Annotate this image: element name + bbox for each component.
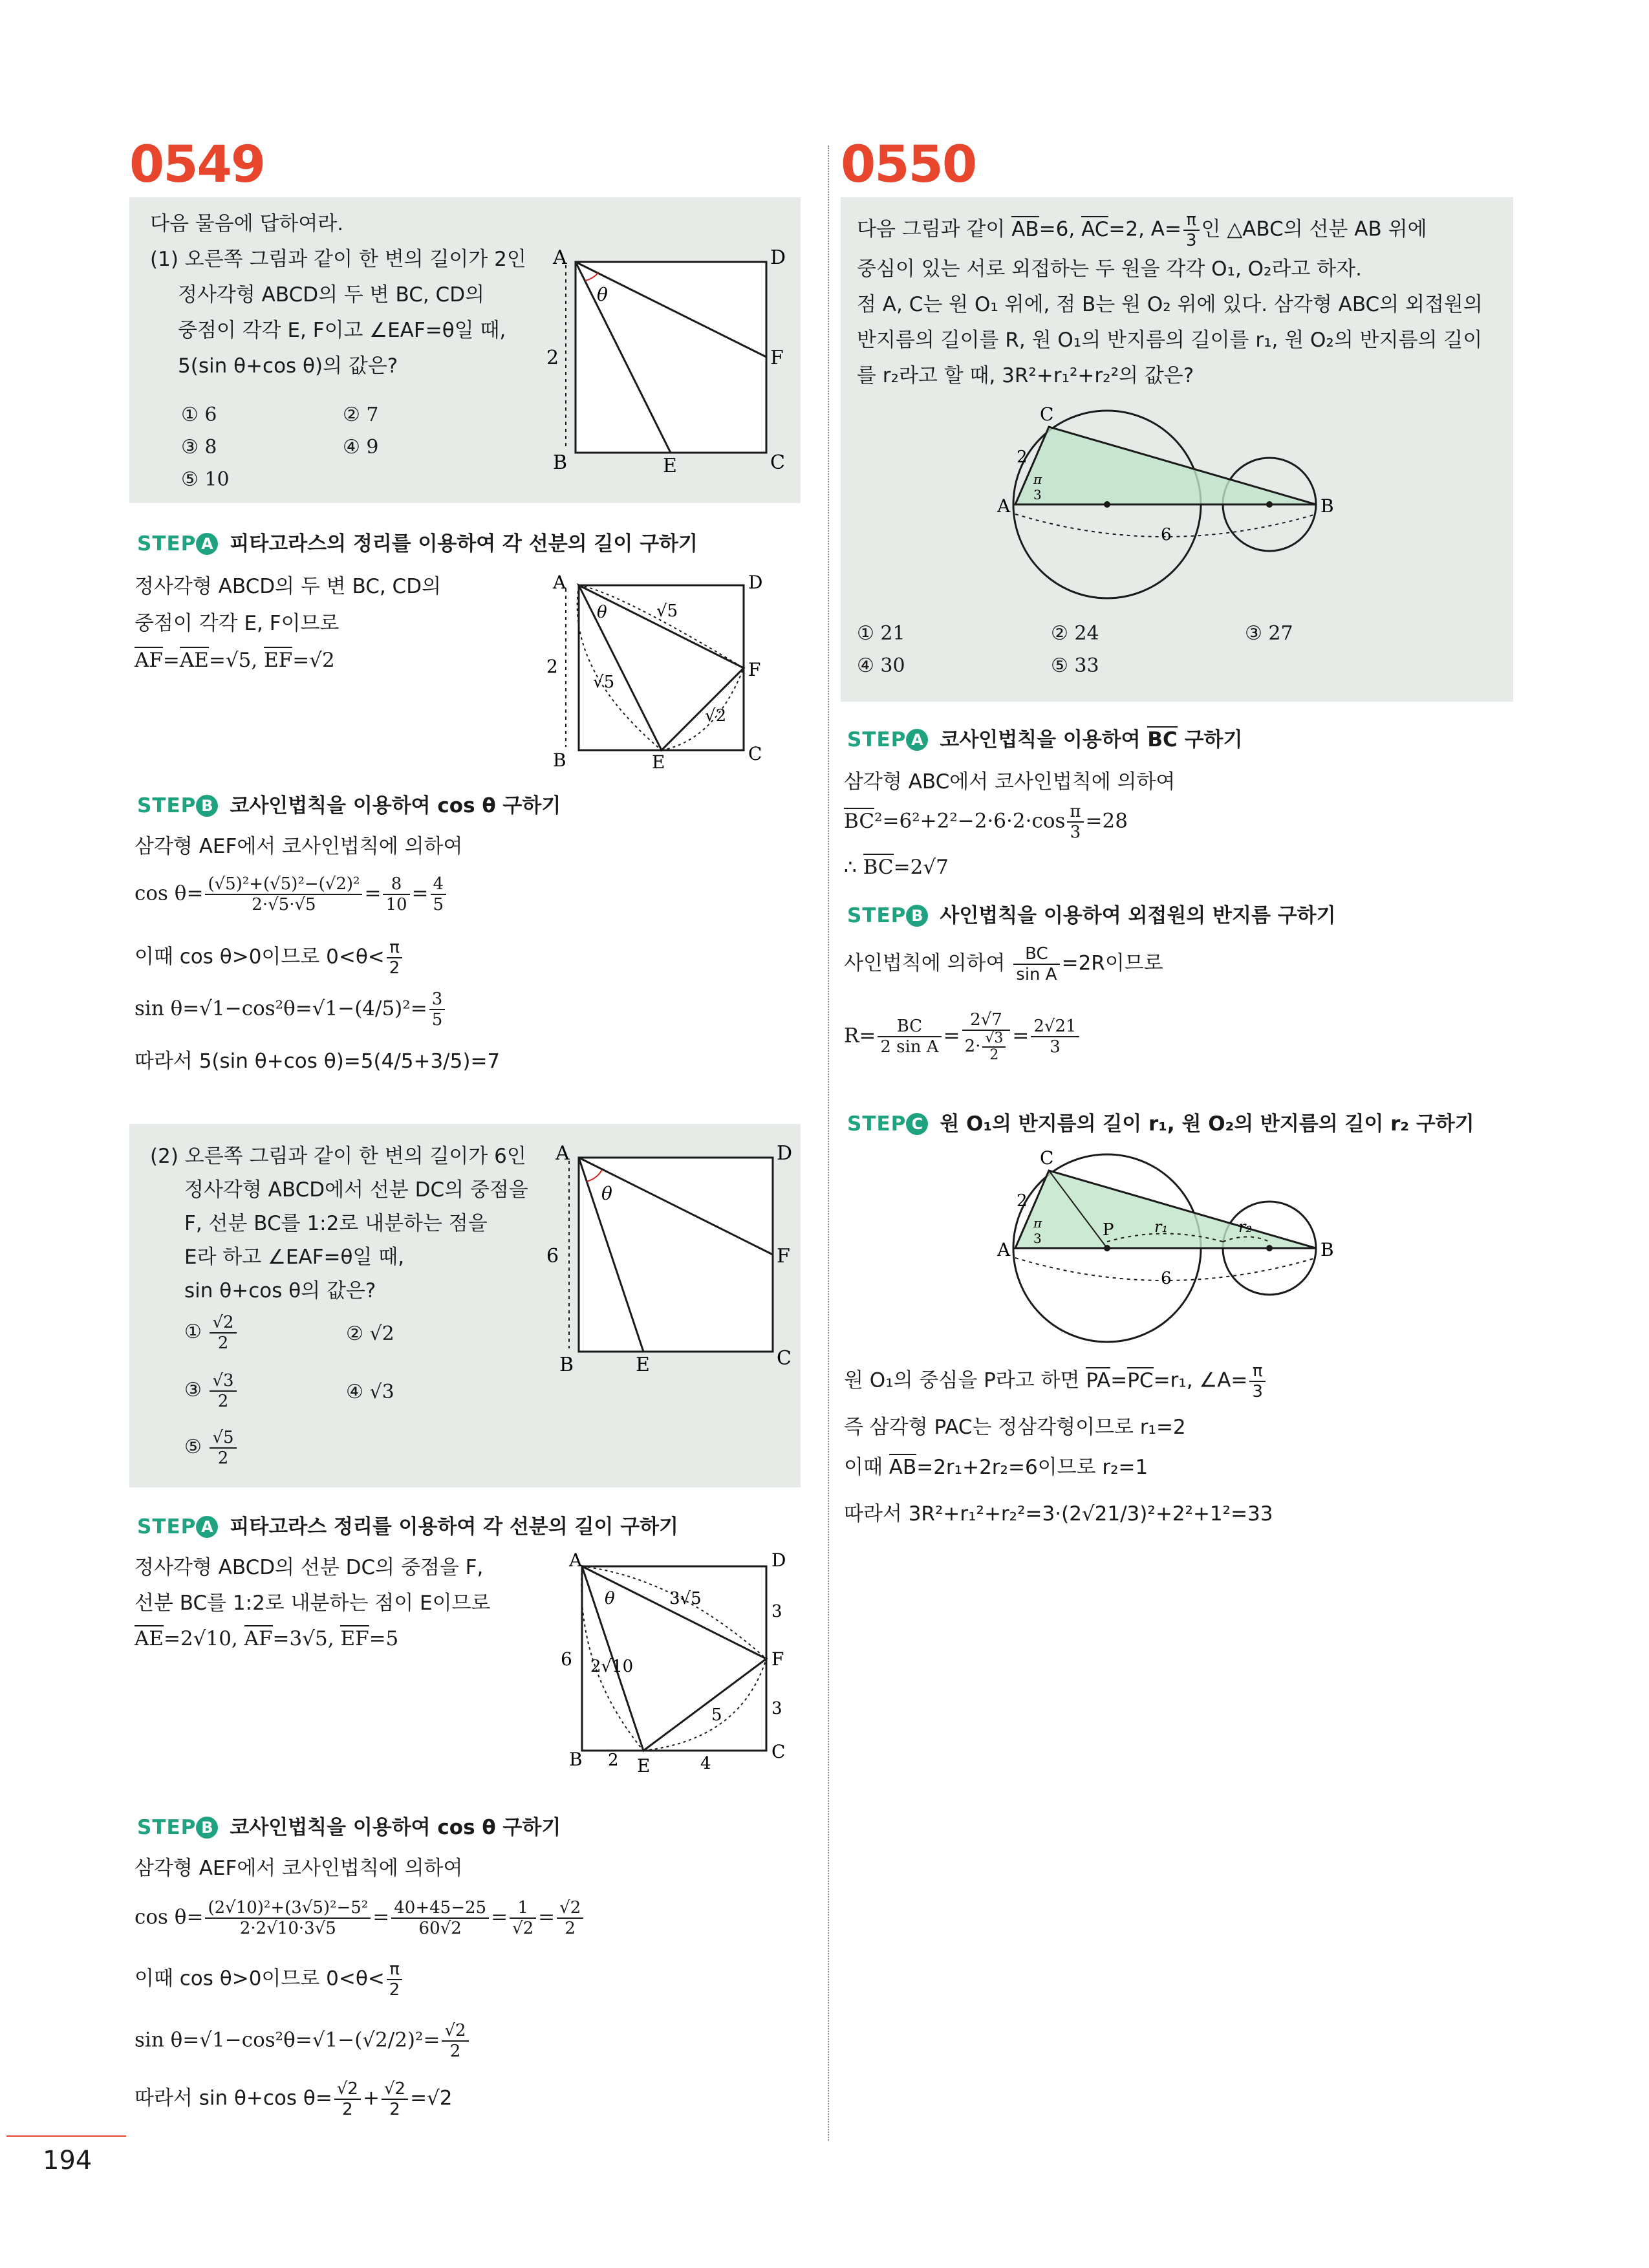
q0550-line-5: 를 r₂라고 할 때, 3R²+r₁²+r₂²의 값은?	[857, 364, 1194, 387]
step-title: 피타고라스 정리를 이용하여 각 선분의 길이 구하기	[230, 1515, 678, 1539]
q1-line-1: (1) 오른쪽 그림과 같이 한 변의 길이가 2인	[150, 248, 526, 271]
q1-fig-theta: θ	[597, 284, 608, 305]
svg-text:A: A	[553, 572, 566, 593]
q2-stepB-line1: 삼각형 AEF에서 코사인법칙에 의하여	[135, 1857, 463, 1880]
svg-text:θ: θ	[605, 1589, 615, 1608]
q2-square-figure	[546, 1141, 799, 1381]
q1-fig-B: B	[553, 451, 568, 474]
q2-choice-2: ② √2	[346, 1323, 394, 1345]
q1-stepA-line2: 중점이 각각 E, F이므로	[135, 612, 339, 635]
q1-stepA-line1: 정사각형 ABCD의 두 변 BC, CD의	[135, 575, 442, 598]
q2-stepA-line2: 선분 BC를 1:2로 내분하는 점이 E이므로	[135, 1592, 491, 1615]
q0550-stepA-eq: BC²=6²+2²−2·6·2·cos $\frac{\pi}{3}$ =28	[844, 802, 1128, 842]
q1-fig-D: D	[770, 246, 786, 269]
svg-text:C: C	[748, 743, 762, 764]
q1-range: 이때 cos θ>0이므로 0<θ< $\frac{\pi}{2}$	[135, 938, 404, 978]
q0550-choice-2: ② 24	[1051, 622, 1099, 645]
q1-sol-s5a: √5	[656, 601, 678, 621]
q1-fig-C: C	[770, 451, 785, 474]
svg-text:D: D	[777, 1142, 793, 1165]
svg-text:r₂: r₂	[1238, 1218, 1253, 1236]
svg-text:5: 5	[711, 1705, 722, 1725]
q0550-stepC-line1: 원 O₁의 중심을 P라고 하면 PA=PC=r₁, ∠A= $\frac{\pi}{3}$	[844, 1361, 1267, 1401]
svg-text:π: π	[1033, 1215, 1042, 1231]
q0550-choice-4: ④ 30	[857, 654, 905, 677]
svg-text:6: 6	[1161, 525, 1172, 545]
q2-choice-4: ④ √3	[346, 1381, 394, 1403]
step-letter: A	[196, 533, 218, 555]
svg-text:6: 6	[546, 1245, 559, 1268]
q2-line-2: 정사각형 ABCD에서 선분 DC의 중점을	[184, 1178, 528, 1202]
problem-number-0549: 0549	[129, 136, 265, 194]
q2-stepA-line1: 정사각형 ABCD의 선분 DC의 중점을 F,	[135, 1556, 484, 1579]
svg-text:3: 3	[771, 1602, 782, 1621]
svg-text:π: π	[1033, 471, 1042, 487]
q2-line-4: E라 하고 ∠EAF=θ일 때,	[184, 1246, 405, 1269]
step-title: 피타고라스의 정리를 이용하여 각 선분의 길이 구하기	[230, 532, 698, 556]
q0550-choice-3: ③ 27	[1245, 622, 1293, 645]
q2-stepA-header: STEP A 피타고라스 정리를 이용하여 각 선분의 길이 구하기	[137, 1515, 678, 1539]
q0550-stepC-figure	[989, 1145, 1390, 1358]
q1-stepA-eq: AF=AE=√5, EF=√2	[135, 642, 335, 679]
q1-line-2: 정사각형 ABCD의 두 변 BC, CD의	[178, 283, 485, 307]
svg-text:B: B	[1320, 1239, 1334, 1260]
q1-choice-5: ⑤ 10	[181, 468, 230, 491]
q0550-stepC-line2: 즉 삼각형 PAC는 정삼각형이므로 r₁=2	[844, 1416, 1186, 1439]
problem-number-0550: 0550	[841, 136, 976, 194]
q0550-stepA-line1: 삼각형 ABC에서 코사인법칙에 의하여	[844, 770, 1176, 794]
svg-text:2: 2	[1017, 1191, 1028, 1211]
svg-text:A: A	[997, 495, 1011, 517]
q0550-line-4: 반지름의 길이를 R, 원 O₁의 반지름의 길이를 r₁, 원 O₂의 반지름의 길이	[857, 329, 1483, 352]
q0550-stepC-header: STEP C 원 O₁의 반지름의 길이 r₁, 원 O₂의 반지름의 길이 r₂ 구하기	[847, 1112, 1474, 1136]
q2-line-1: (2) 오른쪽 그림과 같이 한 변의 길이가 6인	[150, 1145, 526, 1168]
q1-stepB-header: STEP B 코사인법칙을 이용하여 cos θ 구하기	[137, 794, 561, 817]
svg-text:A: A	[997, 1239, 1011, 1260]
q2-choice-3: ③ $\frac{√3}{2}$	[184, 1371, 239, 1411]
column-divider	[828, 146, 829, 2141]
svg-text:D: D	[771, 1552, 786, 1571]
q2-stepB-header: STEP B 코사인법칙을 이용하여 cos θ 구하기	[137, 1816, 561, 1839]
q2-choice-1: ① $\frac{√2}{2}$	[184, 1313, 239, 1353]
svg-text:C: C	[1040, 1147, 1054, 1169]
q2-cos-eq: cos θ= $\frac{\text{(2√10)²+(3√5)²−5²}}{2\cdot 2√10\cdot 3√5}$ = $\frac{40+45-25}{60√2}$ = $\frac{1}{√2}$ = $\frac{√2}{2}$	[135, 1898, 585, 1938]
q1-solution-figure	[546, 572, 773, 773]
step-label: STEP	[137, 532, 197, 556]
q1-cos-eq: cos θ= $\frac{\text{(√5)²+(√5)²−(√2)²}}{2\cdot√5\cdot√5}$ = $\frac{8}{10}$ = $\frac{4}{5}$	[135, 874, 448, 914]
q1-choice-2: ② 7	[343, 404, 379, 426]
q0550-choice-5: ⑤ 33	[1051, 654, 1099, 677]
svg-text:C: C	[777, 1347, 792, 1370]
q1-fig-F: F	[770, 347, 784, 369]
svg-text:θ: θ	[597, 603, 607, 622]
svg-text:F: F	[771, 1648, 784, 1670]
q1-fig-E: E	[663, 455, 677, 477]
q2-sin-eq: sin θ=√1−cos²θ=√1−(√2/2)²= $\frac{√2}{2}$	[135, 2021, 471, 2061]
svg-text:3: 3	[1033, 487, 1042, 502]
svg-text:6: 6	[1161, 1269, 1172, 1288]
q2-solution-figure	[546, 1552, 792, 1778]
q2-line-3: F, 선분 BC를 1:2로 내분하는 점을	[184, 1212, 488, 1235]
svg-text:A: A	[555, 1142, 570, 1165]
svg-text:3: 3	[1033, 1231, 1042, 1246]
svg-text:B: B	[553, 750, 566, 771]
q0550-choice-1: ① 21	[857, 622, 905, 645]
step-title: 코사인법칙을 이용하여 cos θ 구하기	[230, 794, 561, 817]
q1-choice-4: ④ 9	[343, 436, 379, 459]
svg-text:6: 6	[561, 1648, 572, 1670]
q1-stepA-header	[137, 527, 698, 556]
svg-text:B: B	[1320, 495, 1334, 517]
q1-choice-3: ③ 8	[181, 436, 217, 459]
svg-text:F: F	[748, 659, 761, 680]
q1-stepB-line1: 삼각형 AEF에서 코사인법칙에 의하여	[135, 835, 463, 858]
q0550-stepA-header: STEP A 코사인법칙을 이용하여 BC 구하기	[847, 723, 1242, 752]
svg-text:E: E	[652, 751, 665, 773]
q2-final: 따라서 sin θ+cos θ= $\frac{√2}{2}$ + $\frac{√2}{2}$ =√2	[135, 2079, 453, 2119]
q2-choice-5: ⑤ $\frac{√5}{2}$	[184, 1428, 239, 1468]
q1-sol-s2: √2	[705, 706, 727, 726]
q0550-line-3: 점 A, C는 원 O₁ 위에, 점 B는 원 O₂ 위에 있다. 삼각형 ABC의 외접원의	[857, 293, 1483, 316]
q1-square-figure	[546, 246, 799, 479]
svg-text:2: 2	[1017, 448, 1028, 467]
q1-choice-1: ① 6	[181, 404, 217, 426]
page-number: 194	[43, 2146, 92, 2176]
svg-text:r₁: r₁	[1154, 1218, 1169, 1236]
q2-stepA-eq: AE=2√10, AF=3√5, EF=5	[135, 1620, 398, 1658]
q1-line-4: 5(sin θ+cos θ)의 값은?	[178, 354, 398, 378]
svg-text:F: F	[777, 1245, 790, 1268]
q1-sol-s5b: √5	[593, 673, 615, 692]
q0550-stepA-result: ∴ BC=2√7	[844, 848, 949, 886]
svg-text:A: A	[569, 1552, 583, 1571]
q0550-stepC-line3: 이때 AB=2r₁+2r₂=6이므로 r₂=1	[844, 1449, 1148, 1486]
svg-text:2: 2	[608, 1751, 619, 1770]
step-title: 코사인법칙을 이용하여 cos θ 구하기	[230, 1816, 561, 1839]
q0550-line-2: 중심이 있는 서로 외접하는 두 원을 각각 O₁, O₂라고 하자.	[857, 257, 1362, 281]
q1-fig-side: 2	[546, 347, 559, 369]
svg-text:3√5: 3√5	[669, 1589, 702, 1608]
q2-range: 이때 cos θ>0이므로 0<θ< $\frac{\pi}{2}$	[135, 1960, 404, 2000]
q0550-stepB-R: R= $\frac{BC}{\text{2 sin A}}$ = 2√7 2· $\frac{√3}{2}$ = $\frac{2√21}{3}$	[844, 1010, 1081, 1063]
q2-line-5: sin θ+cos θ의 값은?	[184, 1279, 376, 1302]
svg-text:B: B	[559, 1354, 574, 1376]
q1-sin-eq: sin θ=√1−cos²θ=√1−(4/5)²= $\frac{3}{5}$	[135, 989, 447, 1030]
q0550-stepB-line1: 사인법칙에 의하여 $\frac{BC}{\text{sin A}}$ =2R이므로	[844, 944, 1163, 984]
q0550-stepB-header: STEP B 사인법칙을 이용하여 외접원의 반지름 구하기	[847, 904, 1336, 927]
svg-text:D: D	[748, 572, 763, 593]
q0550-line-1: 다음 그림과 같이 AB=6, AC=2, A= $\frac{\pi}{3}$ 인 △ABC의 선분 AB 위에	[857, 210, 1427, 250]
svg-text:E: E	[636, 1354, 650, 1376]
svg-text:P: P	[1103, 1220, 1114, 1240]
svg-text:3: 3	[771, 1699, 782, 1718]
q0550-circles-figure	[989, 401, 1390, 614]
svg-text:C: C	[1040, 404, 1054, 425]
q1-final: 따라서 5(sin θ+cos θ)=5(4/5+3/5)=7	[135, 1050, 501, 1073]
q1-sol-side: 2	[546, 656, 558, 677]
intro-text: 다음 물음에 답하여라.	[150, 212, 344, 235]
svg-text:B: B	[569, 1749, 583, 1770]
svg-text:E: E	[637, 1755, 651, 1777]
svg-text:C: C	[771, 1741, 786, 1762]
svg-text:θ: θ	[601, 1183, 612, 1204]
footer-rule	[6, 2135, 126, 2137]
svg-text:4: 4	[700, 1754, 711, 1773]
q1-fig-A: A	[553, 246, 567, 269]
svg-text:2√10: 2√10	[590, 1657, 634, 1676]
q1-line-3: 중점이 각각 E, F이고 ∠EAF=θ일 때,	[178, 319, 506, 342]
q0550-stepC-line4: 따라서 3R²+r₁²+r₂²=3·(2√21/3)²+2²+1²=33	[844, 1502, 1273, 1526]
